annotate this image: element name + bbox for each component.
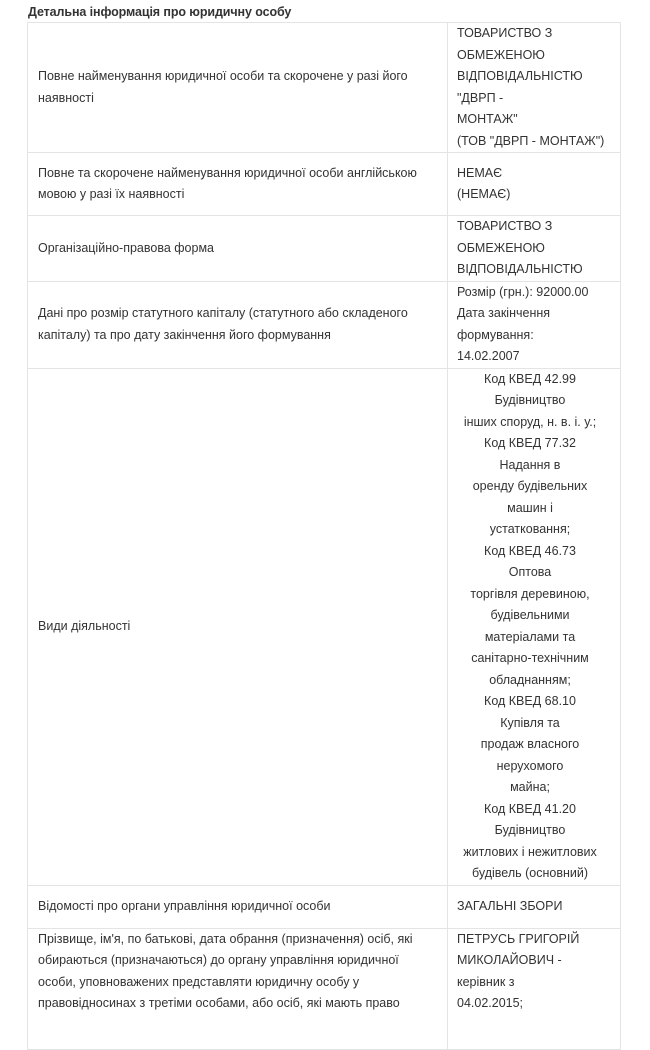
- row-value: [448, 885, 621, 928]
- table-row-activities: [28, 368, 621, 885]
- value-line: НЕМАЄ: [457, 165, 503, 180]
- value-line: продаж власного нерухомого: [480, 737, 580, 773]
- row-label: Прізвище, ім'я, по батькові, дата обрання (призначення) осіб, які обираються (призначаються) до органу управління юридичної особи, уповноважених представляти юридичну особу у правовідносинах з третіми особами, або осіб, які мають право: [28, 928, 448, 1049]
- value-line: Код КВЕД 41.20 Будівництво: [484, 801, 576, 837]
- formation-label: Дата закінчення формування:: [457, 306, 551, 342]
- row-value: [448, 928, 621, 1049]
- value-line: майна;: [510, 780, 550, 794]
- value-line: будівель (основний): [472, 866, 588, 880]
- table-row-legal-form: [28, 216, 621, 282]
- value-line: ВІДПОВІДАЛЬНІСТЮ "ДВРП -: [457, 69, 583, 105]
- value-line: ТОВАРИСТВО З ОБМЕЖЕНОЮ: [457, 219, 553, 255]
- capital-label: Розмір (грн.):: [457, 284, 533, 299]
- value-line: устатковання;: [489, 522, 571, 536]
- row-value: [448, 216, 621, 282]
- row-label: Організаційно-правова форма: [28, 216, 448, 282]
- value-line: Код КВЕД 46.73 Оптова: [484, 543, 576, 579]
- table-row-english-name: [28, 153, 621, 216]
- row-value: [448, 23, 621, 153]
- table-row-management-bodies: [28, 885, 621, 928]
- row-value: [448, 153, 621, 216]
- value-line: ТОВАРИСТВО З ОБМЕЖЕНОЮ: [457, 26, 553, 62]
- row-value: [448, 368, 621, 885]
- page-title: Детальна інформація про юридичну особу: [28, 5, 292, 19]
- table-row-capital: [28, 281, 621, 368]
- value-line: ВІДПОВІДАЛЬНІСТЮ: [457, 262, 583, 276]
- row-value: [448, 281, 621, 368]
- value-line: обладнанням;: [489, 672, 571, 687]
- value-line: санітарно-технічним: [471, 651, 589, 665]
- table-row-full-name: [28, 23, 621, 153]
- value-line: 04.02.2015;: [457, 996, 524, 1010]
- value-line: Код КВЕД 68.10 Купівля та: [484, 694, 576, 730]
- capital-line: [457, 282, 608, 304]
- row-label: Дані про розмір статутного капіталу (статутного або складеного капіталу) та про дату закінчення його формування: [28, 281, 448, 368]
- value-line: ПЕТРУСЬ ГРИГОРІЙ: [457, 931, 580, 946]
- value-line: оренду будівельних машин і: [472, 479, 588, 515]
- value-line: МИКОЛАЙОВИЧ - керівник з: [457, 953, 562, 989]
- row-label: Повне та скорочене найменування юридичної особи англійською мовою у разі їх наявності: [28, 153, 448, 216]
- table-row-management-persons: [28, 928, 621, 1049]
- value-line: інших споруд, н. в. і. у.;: [463, 414, 597, 429]
- formation-date-line: [457, 303, 608, 346]
- value-line: Код КВЕД 77.32 Надання в: [484, 436, 576, 472]
- formation-date-value: 14.02.2007: [457, 349, 520, 363]
- value-line: (ТОВ "ДВРП - МОНТАЖ"): [457, 133, 605, 148]
- value-line: будівельними матеріалами та: [484, 608, 576, 644]
- value-line: торгівля деревиною,: [470, 586, 590, 601]
- capital-value: 92000.00: [536, 284, 589, 299]
- value-line: житлових і нежитлових: [463, 844, 597, 859]
- value-line: Код КВЕД 42.99 Будівництво: [484, 371, 576, 407]
- row-label: Відомості про органи управління юридичної особи: [28, 885, 448, 928]
- value-line: МОНТАЖ": [457, 112, 518, 126]
- row-label: Види діяльності: [28, 368, 448, 885]
- value-line: ЗАГАЛЬНІ ЗБОРИ: [457, 898, 563, 913]
- row-label: Повне найменування юридичної особи та скорочене у разі його наявності: [28, 23, 448, 153]
- value-line: (НЕМАЄ): [457, 187, 511, 201]
- legal-entity-details-table: [27, 22, 621, 1050]
